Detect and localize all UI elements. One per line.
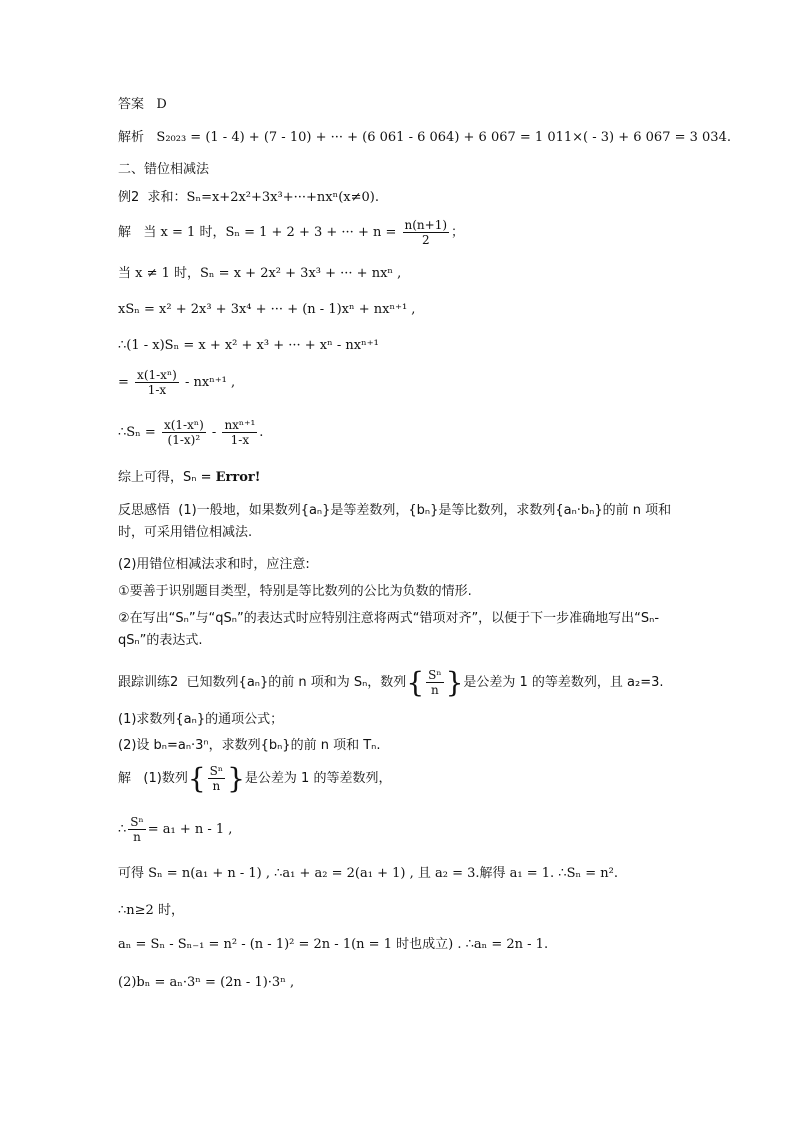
- fraction-2: [222, 418, 257, 447]
- solution2-label: 解: [118, 771, 132, 786]
- right-brace: }: [227, 761, 245, 795]
- error-text: Error!: [215, 470, 261, 485]
- fraction-sn-over-n: [208, 764, 225, 793]
- analysis-label: 解析: [118, 130, 145, 145]
- frac-num: nxⁿ⁺¹: [224, 418, 256, 432]
- solution-line-6: [118, 418, 263, 447]
- training-label: 跟踪训练2: [118, 675, 179, 690]
- solution2-l2-suffix: = a₁ + n - 1 ,: [147, 822, 233, 837]
- solution-line-5-suffix: - nxⁿ⁺¹ ,: [184, 375, 236, 390]
- answer-line: [118, 97, 167, 113]
- answer-value: D: [156, 97, 167, 112]
- solution-line-1-text: 当 x = 1 时，Sₙ = 1 + 2 + 3 + ··· + n =: [143, 225, 397, 240]
- solution2-line-2: [118, 815, 232, 844]
- solution2-line-4: ∴n≥2 时，: [118, 903, 184, 918]
- section-title: 二、错位相减法: [118, 162, 210, 177]
- solution2-l1-prefix: (1)数列: [143, 771, 188, 786]
- reflection-paragraph-4: ②在写出“Sₙ”与“qSₙ”的表达式时应特别注意将两式“错项对齐”，以便于下一步准确地写出“Sₙ-qSₙ”的表达式.: [118, 611, 660, 648]
- analysis-line: [118, 130, 731, 146]
- training-question-1: (1)求数列{aₙ}的通项公式；: [118, 712, 284, 727]
- training-text-a: 已知数列{aₙ}的前 n 项和为 Sₙ，数列: [186, 675, 407, 690]
- frac-den: (1-x)²: [162, 432, 206, 447]
- frac-den: n: [128, 829, 145, 844]
- fraction-x1-xn-over-1-x: [135, 368, 179, 397]
- solution-line-5: [118, 368, 235, 397]
- summary-line: [118, 470, 260, 486]
- solution-label: 解: [118, 225, 132, 240]
- training-question-2: (2)设 bₙ=aₙ·3ⁿ，求数列{bₙ}的前 n 项和 Tₙ.: [118, 738, 381, 753]
- frac-num: Sⁿ: [209, 764, 224, 778]
- right-brace: }: [445, 665, 464, 699]
- reflection-paragraph-2: (2)用错位相减法求和时，应注意:: [118, 557, 310, 572]
- frac-den: n: [208, 778, 225, 793]
- analysis-content: S₂₀₂₃ = (1 - 4) + (7 - 10) + ··· + (6 061 - 6 064) + 6 067 = 1 011×( - 3) + 6 067 = 3 034.: [156, 130, 731, 145]
- example-line: [118, 190, 379, 206]
- example-label: 例2: [118, 190, 140, 205]
- solution-line-2: 当 x ≠ 1 时，Sₙ = x + 2x² + 3x³ + ··· + nxⁿ ,: [118, 266, 402, 281]
- solution2-line-5: aₙ = Sₙ - Sₙ₋₁ = n² - (n - 1)² = 2n - 1(n = 1 时也成立) . ∴aₙ = 2n - 1.: [118, 937, 549, 952]
- equals-sign: =: [118, 375, 129, 390]
- solution2-line-3: 可得 Sₙ = n(a₁ + n - 1) , ∴a₁ + a₂ = 2(a₁ + 1) , 且 a₂ = 3.解得 a₁ = 1. ∴Sₙ = n².: [118, 866, 618, 881]
- fraction-1: [162, 418, 206, 447]
- solution-line-3: xSₙ = x² + 2x³ + 3x⁴ + ··· + (n - 1)xⁿ + nxⁿ⁺¹ ,: [118, 302, 416, 317]
- solution2-line-1: [118, 761, 392, 795]
- frac-num: x(1-xⁿ): [163, 418, 204, 432]
- frac-den: 1-x: [222, 432, 257, 447]
- frac-num: n(n+1): [404, 218, 448, 232]
- solution-line-1-suffix: ；: [451, 225, 465, 240]
- left-brace: {: [406, 665, 425, 699]
- reflection-p1: (1)一般地，如果数列{aₙ}是等差数列，{bₙ}是等比数列，求数列{aₙ·bₙ}的前 n 项和时，可采用错位相减法.: [118, 503, 672, 540]
- fraction-sn-over-n: [128, 815, 145, 844]
- reflection-paragraph-1: [118, 500, 678, 544]
- fraction-sn-over-n: [426, 668, 443, 697]
- frac-num: Sⁿ: [428, 668, 442, 682]
- training-line: [118, 665, 664, 699]
- solution-line-4: ∴(1 - x)Sₙ = x + x² + x³ + ··· + xⁿ - nxⁿ⁺¹: [118, 338, 379, 353]
- reflection-label: 反思感悟: [118, 503, 171, 518]
- minus-sign: -: [211, 425, 217, 440]
- left-brace: {: [187, 761, 206, 795]
- frac-num: x(1-xⁿ): [137, 368, 177, 382]
- solution2-line-6: (2)bₙ = aₙ·3ⁿ = (2n - 1)·3ⁿ ,: [118, 975, 295, 990]
- reflection-paragraph-3: ①要善于识别题目类型，特别是等比数列的公比为负数的情形.: [118, 584, 472, 599]
- period: .: [259, 425, 264, 440]
- sn-equals: ∴Sₙ =: [118, 425, 156, 440]
- solution-line-1: [118, 218, 464, 247]
- answer-label: 答案: [118, 97, 145, 112]
- therefore-sign: ∴: [118, 822, 127, 837]
- example-text: 求和：Sₙ=x+2x²+3x³+···+nxⁿ(x≠0).: [147, 190, 379, 205]
- training-text-b: 是公差为 1 的等差数列，且 a₂=3.: [463, 675, 664, 690]
- frac-den: 1-x: [135, 382, 179, 397]
- summary-text: 综上可得，Sₙ =: [118, 470, 212, 485]
- fraction-n-n-plus-1-over-2: [403, 218, 450, 247]
- frac-num: Sⁿ: [130, 815, 144, 829]
- solution2-l1-suffix: 是公差为 1 的等差数列，: [244, 771, 392, 786]
- frac-den: n: [426, 682, 443, 697]
- frac-den: 2: [403, 232, 450, 247]
